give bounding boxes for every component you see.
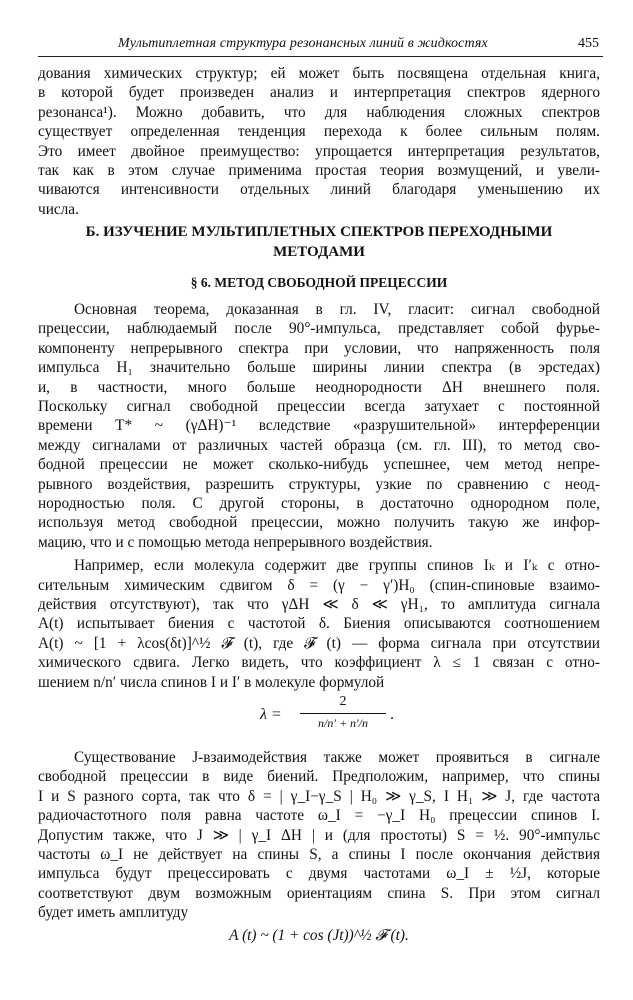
formula-denominator: n/n′ + n′/n: [317, 716, 368, 730]
paragraph-line: компоненту непрерывного спектра при условии, что напряженность поля: [38, 339, 600, 357]
paragraph-line: и, в частности, много больше неоднородности ΔH внешнего поля.: [38, 378, 600, 396]
paragraph-line: между сигналами от различных частей образца (см. гл. III), то метод сво-: [38, 436, 600, 454]
fraction-bar: [300, 713, 386, 714]
intro-line: числа.: [38, 200, 79, 218]
paragraph-line: импульса будут прецессировать с двумя частотами ω_I ± ½J, которые: [38, 865, 600, 883]
paragraph-line: Существование J-взаимодействия также может проявиться в сигнале: [74, 749, 600, 766]
intro-line: существует определенная тенденция перехода к более сильным полям.: [38, 123, 600, 141]
paragraph-line: используя метод свободной прецессии, можно получить такую же инфор-: [38, 514, 600, 532]
section-title: МЕТОДАМИ: [273, 244, 365, 260]
paragraph-line: A(t) испытывает биения с частотой δ. Биения описываются соотношением: [38, 615, 600, 633]
paragraph-line: будет иметь амплитуду: [38, 904, 189, 922]
intro-line: резонанса¹). Можно добавить, что для наблюдения сложных спектров: [38, 103, 600, 121]
section-title: Б. ИЗУЧЕНИЕ МУЛЬТИПЛЕТНЫХ СПЕКТРОВ ПЕРЕХОДНЫМИ: [85, 224, 553, 240]
intro-line: дования химических структур; ей может быть посвящена отдельная книга,: [38, 65, 600, 82]
paragraph-line: радиочастотного поля равна частоте ω_I = −γ_I H₀ прецессии спинов I.: [38, 807, 600, 825]
paragraph-line: частоты ω_I не действует на спины S, а спины I после окончания действия: [38, 846, 600, 863]
paragraph-line: действия отсутствуют), так что γΔH ≪ δ ≪ γH₁, то амплитуда сигнала: [38, 596, 600, 613]
formula-end: .: [390, 706, 394, 723]
paragraph-line: I и S разного сорта, так что δ = | γ_I−γ_S | H₀ ≫ γ_S, I H₁ ≫ J, где частота: [38, 787, 600, 805]
formula-numerator: 2: [339, 694, 347, 709]
formula-lhs: λ =: [260, 706, 282, 723]
amplitude-formula: A (t) ~ (1 + cos (Jt))^½ 𝓕 (t).: [229, 926, 409, 944]
paragraph-line: Основная теорема, доказанная в гл. IV, гласит: сигнал свободной: [74, 301, 600, 318]
paragraph-line: шением n/n′ числа спинов I и I′ в молекуле формулой: [38, 673, 385, 691]
intro-line: чиваются интенсивности отдельных линий благодаря уменьшению их: [38, 181, 600, 199]
paragraph-line: Например, если молекула содержит две группы спинов Iₖ и I′ₖ с отно-: [74, 557, 600, 575]
page-header: [38, 36, 603, 57]
paragraph-line: химического сдвига. Легко видеть, что коэффициент λ ≤ 1 связан с отно-: [38, 654, 600, 672]
paragraph-line: рывного воздействия, разрешить структуры, узкие по сравнению с неод-: [38, 475, 600, 493]
paragraph-line: нородностью поля. С другой стороны, в достаточно однородном поле,: [38, 495, 600, 512]
intro-line: в которой будет произведен анализ и интерпретация спектров ядерного: [38, 84, 600, 102]
subsection-title: § 6. МЕТОД СВОБОДНОЙ ПРЕЦЕССИИ: [190, 275, 448, 290]
paragraph-line: сительным химическим сдвигом δ = (γ − γ′)H₀ (спин-спиновые взаимо-: [38, 576, 600, 594]
paragraph-line: времени T* ~ (γΔH)⁻¹ вследствие «разрушительной» интерференции: [38, 417, 600, 435]
paragraph-line: Поскольку сигнал свободной прецессии всегда затухает с постоянной: [38, 398, 600, 415]
page-number: 455: [578, 36, 599, 51]
running-title: Мультиплетная структура резонансных линий в жидкостях: [118, 36, 488, 51]
paragraph-line: бодной прецессии не может сколько-нибудь успешнее, чем метод непре-: [38, 456, 600, 474]
paragraph-line: свободной прецессии в виде биений. Предположим, например, что спины: [38, 768, 600, 786]
paragraph-line: Допустим также, что J ≫ | γ_I ΔH | и (для простоты) S = ½. 90°-импульс: [38, 826, 600, 844]
paragraph-line: прецессии, наблюдаемый после 90°-импульса, представляет собой фурье-: [38, 320, 600, 338]
paragraph-line: соответствуют двум возможным ориентациям спина S. При этом сигнал: [38, 884, 600, 902]
intro-line: Это имеет двойное преимущество: упрощается интерпретация результатов,: [38, 142, 600, 160]
paragraph-line: мацию, что и с помощью метода непрерывного воздействия.: [38, 533, 433, 551]
lambda-formula: [260, 694, 400, 740]
paragraph-line: импульса H₁ значительно больше ширины линии спектра (в эрстедах): [38, 359, 600, 377]
intro-line: так как в этом случае применима простая теория возмущений, и увели-: [38, 162, 600, 179]
paragraph-line: A(t) ~ [1 + λcos(δt)]^½ 𝓕 (t), где 𝓕 (t) — форма сигнала при отсутствии: [38, 634, 600, 652]
